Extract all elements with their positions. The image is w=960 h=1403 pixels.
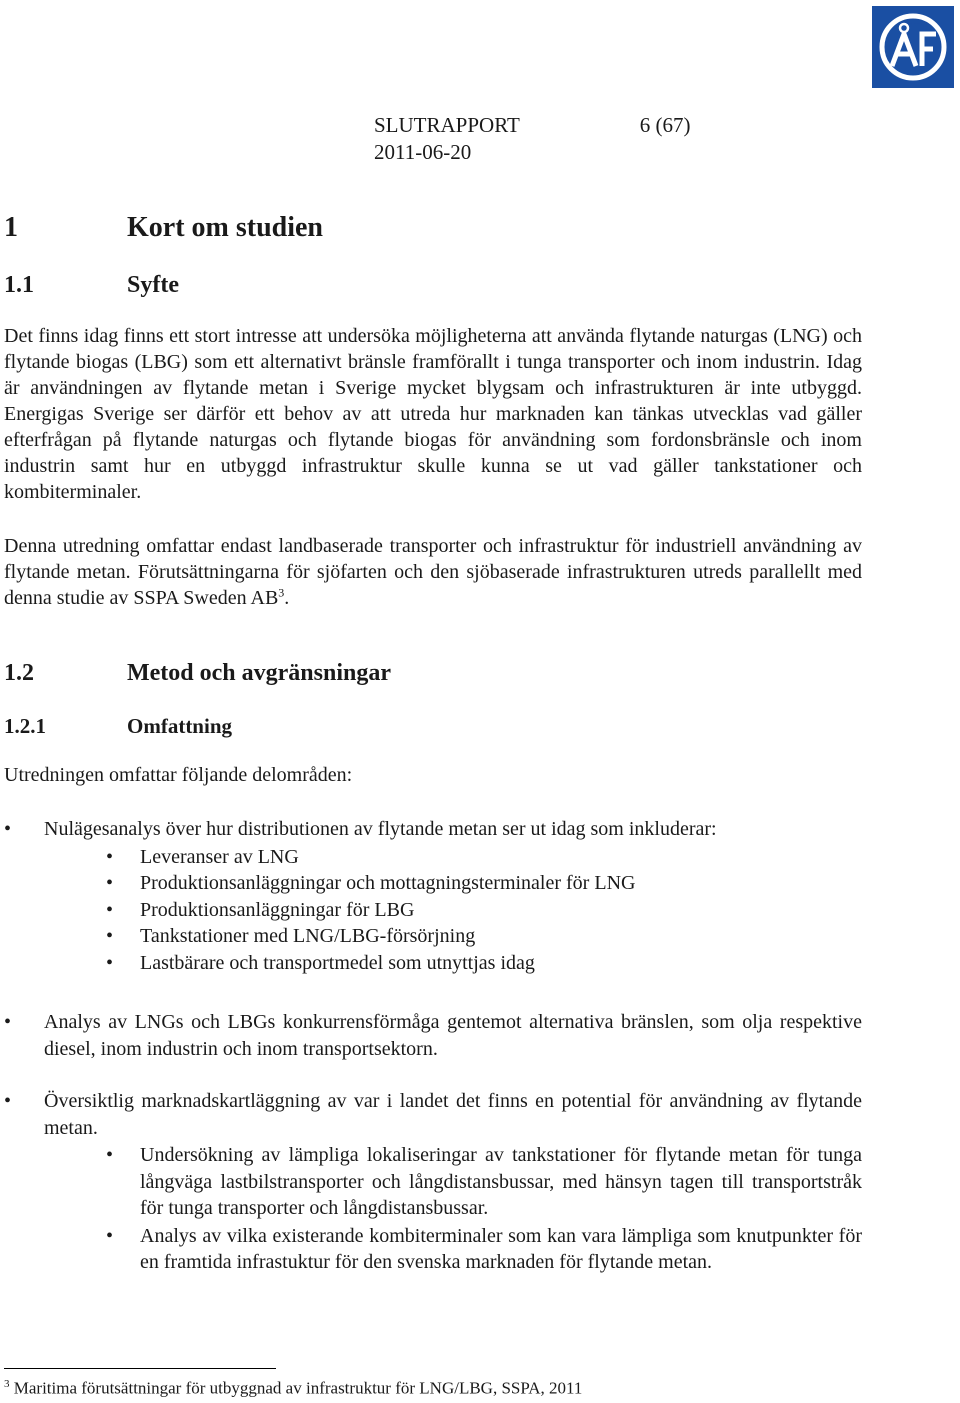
af-logo-icon — [872, 6, 954, 88]
subsection-title: Omfattning — [127, 714, 232, 738]
paragraph-scope — [4, 533, 862, 611]
list-item — [0, 816, 862, 976]
footnote-divider — [4, 1368, 276, 1369]
sub-list-item: • Produktionsanläggningar för LBG — [44, 897, 862, 924]
list-item-text: Analys av LNGs och LBGs konkurrensförmåga gentemot alternativa bränslen, som olja respektive diesel, inom industrin och inom transportsektorn. — [44, 1011, 862, 1060]
section-heading-metod — [4, 660, 391, 687]
scope-intro: Utredningen omfattar följande delområden: — [4, 764, 353, 786]
sub-list-item: • Undersökning av lämpliga lokaliseringar av tankstationer för flytande metan för tunga långväga lastbilstransporter och långdistansbussar, med hänsyn tagen till transportstråk för tunga transporter och långdistansbussar. — [44, 1142, 862, 1222]
section-title: Metod och avgränsningar — [127, 660, 391, 686]
report-date: 2011-06-20 — [374, 140, 472, 164]
footnote-mark: 3 — [4, 1378, 10, 1390]
list-item — [0, 1009, 862, 1062]
chapter-title: Kort om studien — [127, 212, 323, 243]
sub-list — [44, 844, 862, 977]
list-item-text: Översiktlig marknadskartläggning av var i landet det finns en potential för användning av flytande metan. — [44, 1090, 862, 1139]
paragraph-scope-text: Denna utredning omfattar endast landbaserade transporter och infrastruktur för industriell användning av flytande metan. Förutsättningarna för sjöfarten och den sjöbaserade infrastrukturen utreds parallellt med denna studie av SSPA Sweden AB — [4, 535, 862, 609]
subsection-heading-omfattning — [4, 714, 232, 739]
section-number: 1.1 — [4, 272, 34, 298]
sub-list-item: • Produktionsanläggningar och mottagningsterminaler för LNG — [44, 870, 862, 897]
list-item — [0, 1088, 862, 1276]
report-title: SLUTRAPPORT — [374, 113, 520, 137]
section-title: Syfte — [127, 272, 179, 298]
scope-list-3 — [0, 1088, 862, 1276]
subsection-number: 1.2.1 — [4, 714, 46, 738]
sub-list-item: • Analys av vilka existerande kombiterminaler som kan vara lämpliga som knutpunkter för en framtida infrastuktur för den svenska marknaden för flytande metan. — [44, 1223, 862, 1276]
page-number: 6 (67) — [639, 113, 691, 137]
paragraph-scope-end: . — [284, 587, 290, 609]
chapter-number: 1 — [4, 212, 18, 243]
footnote-text: Maritima förutsättningar för utbyggnad av infrastruktur för LNG/LBG, SSPA, 2011 — [9, 1378, 583, 1398]
footnote-reference[interactable]: 3 — [278, 585, 285, 600]
footnote — [4, 1378, 582, 1399]
scope-list-2 — [0, 1009, 862, 1062]
chapter-heading — [4, 212, 323, 244]
page-header — [374, 112, 691, 166]
paragraph-purpose: Det finns idag finns ett stort intresse att undersöka möjligheterna att använda flytande naturgas (LNG) och flytande biogas (LBG) som ett alternativt bränsle framförallt i tunga transporter och inom industrin. Idag är användningen av flytande metan i Sverige mycket blygsam och infrastrukturen är inte utbyggd. Energigas Sverige ser därför ett behov av att utreda hur marknaden kan tänkas utvecklas vad gäller efterfrågan på flytande naturgas och flytande biogas för användning som fordonsbränsle och inom industrin samt hur en utbyggd infrastruktur skulle kunna se ut vad gäller tankstationer och kombiterminaler. — [4, 325, 862, 503]
section-heading-syfte — [4, 272, 179, 299]
sub-list-item: • Lastbärare och transportmedel som utnyttjas idag — [44, 950, 862, 977]
sub-list-item: • Tankstationer med LNG/LBG-försörjning — [44, 923, 862, 950]
section-number: 1.2 — [4, 660, 34, 686]
list-item-text: Nulägesanalys över hur distributionen av flytande metan ser ut idag som inkluderar: — [44, 818, 717, 840]
sub-list — [44, 1142, 862, 1276]
sub-list-item: • Leveranser av LNG — [44, 844, 862, 871]
scope-list-1 — [0, 816, 862, 976]
